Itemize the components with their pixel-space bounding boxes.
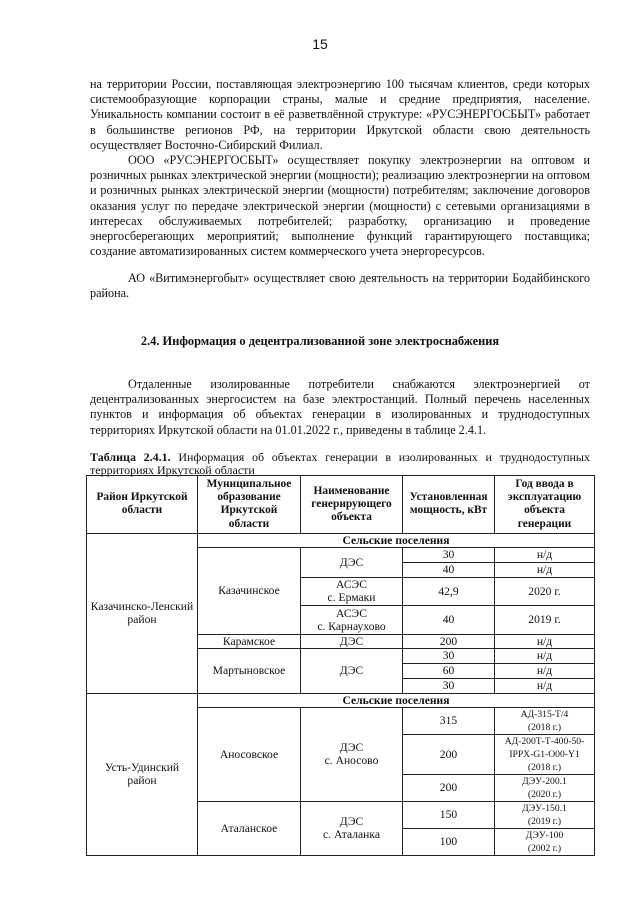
year-cell: 2020 г. bbox=[495, 577, 595, 605]
header-municipality: Муниципальное образование Иркутской области bbox=[198, 476, 301, 534]
paragraph-vitimenergobyt: АО «Витимэнергобыт» осуществляет свою деятельность на территории Бодайбинского района. bbox=[90, 271, 590, 301]
power-cell: 315 bbox=[403, 707, 495, 734]
page-number: 15 bbox=[312, 36, 328, 52]
object-line: АСЭС bbox=[336, 606, 367, 620]
year-line: (2018 г.) bbox=[527, 721, 562, 733]
year-cell bbox=[495, 828, 595, 855]
municipality-cell: Аталанское bbox=[198, 801, 301, 855]
subheader-cell: Сельские поселения bbox=[198, 693, 595, 707]
section-paragraph: Отдаленные изолированные потребители снабжаются электроэнергией от децентрализованных энергосистем на базе электростанций. Полный перечень населенных пунктов и информация об объектах генерации в изолированных и труднодоступных территориях Иркутской области на 01.01.2022 г., приведены в таблице 2.4.1. bbox=[90, 377, 590, 437]
power-cell: 200 bbox=[403, 734, 495, 774]
year-line: ДЭУ-150.1 bbox=[522, 802, 567, 814]
power-cell: 40 bbox=[403, 562, 495, 577]
object-cell: ДЭС bbox=[301, 634, 403, 648]
district-cell: Казачинско-Ленский район bbox=[87, 533, 198, 693]
power-cell: 30 bbox=[403, 547, 495, 562]
year-cell: н/д bbox=[495, 547, 595, 562]
table-caption-label: Таблица 2.4.1. bbox=[90, 450, 171, 464]
subheader-cell: Сельские поселения bbox=[198, 533, 595, 547]
power-cell: 42,9 bbox=[403, 577, 495, 605]
object-line: с. Ермаки bbox=[327, 591, 376, 605]
municipality-cell: Аносовское bbox=[198, 707, 301, 801]
table-header-row bbox=[87, 476, 595, 534]
object-line: АСЭС bbox=[336, 578, 367, 592]
year-cell: н/д bbox=[495, 648, 595, 663]
table-caption-text: Информация об объектах генерации в изолированных и труднодоступных территориях Иркутской области bbox=[90, 450, 590, 477]
section-heading: 2.4. Информация о децентрализованной зоне электроснабжения bbox=[140, 334, 500, 348]
object-line: с. Аносово bbox=[324, 754, 379, 768]
header-year: Год ввода в эксплуатацию объекта генерации bbox=[495, 476, 595, 534]
object-cell bbox=[301, 577, 403, 605]
paragraph-rusenergosbyt-activities: ООО «РУСЭНЕРГОСБЫТ» осуществляет покупку электроэнергии на оптовом и розничных рынках электрической энергии (мощности); реализацию электроэнергии на оптовом и розничных рынках электрической энергии (мощности) потребителям; заключение договоров оказания услуг по передаче электрической энергии (мощности) с сетевыми организациями в интересах обслуживаемых потребителей; разработку, организацию и проведение энергосберегающих мероприятий; выполнение функций гарантирующего поставщика; создание автоматизированных систем коммерческого учета энергоресурсов. bbox=[90, 153, 590, 259]
table-row bbox=[87, 533, 595, 547]
object-line: с. Карнаухово bbox=[317, 619, 386, 633]
year-line: (2018 г.) bbox=[527, 761, 562, 773]
header-power: Установленная мощность, кВт bbox=[403, 476, 495, 534]
object-cell: ДЭС bbox=[301, 648, 403, 693]
year-line: ДЭУ-200.1 bbox=[522, 775, 567, 787]
year-cell: 2019 г. bbox=[495, 605, 595, 634]
year-cell: н/д bbox=[495, 663, 595, 678]
object-cell bbox=[301, 707, 403, 801]
power-cell: 30 bbox=[403, 648, 495, 663]
year-cell bbox=[495, 707, 595, 734]
header-district: Район Иркутской области bbox=[87, 476, 198, 534]
header-object-name: Наименование генерирующего объекта bbox=[301, 476, 403, 534]
year-line: (2020 г.) bbox=[527, 788, 562, 800]
year-cell: н/д bbox=[495, 562, 595, 577]
generation-table bbox=[86, 475, 595, 856]
power-cell: 60 bbox=[403, 663, 495, 678]
year-line: IPPX-G1-O00-Y1 bbox=[509, 748, 580, 760]
municipality-cell: Мартыновское bbox=[198, 648, 301, 693]
year-line: АД-200Т-Т-400-50- bbox=[504, 735, 585, 747]
power-cell: 40 bbox=[403, 605, 495, 634]
year-cell bbox=[495, 774, 595, 801]
object-cell: ДЭС bbox=[301, 547, 403, 577]
object-line: с. Аталанка bbox=[323, 828, 380, 842]
table-row bbox=[87, 693, 595, 707]
power-cell: 200 bbox=[403, 774, 495, 801]
power-cell: 100 bbox=[403, 828, 495, 855]
year-line: (2002 г.) bbox=[527, 842, 562, 854]
year-line: ДЭУ-100 bbox=[525, 829, 564, 841]
year-cell: н/д bbox=[495, 678, 595, 693]
paragraph-rusenergosbyt-intro: на территории России, поставляющая электроэнергию 100 тысячам клиентов, среди которых системообразующие корпорации страны, малые и средние предприятия, население. Уникальность компании состоит в её разветвлённой структуре: «РУСЭНЕРГОСБЫТ» работает в большинстве регионов РФ, на территории Иркутской области свою деятельность осуществляет Восточно-Сибирский Филиал. bbox=[90, 77, 590, 152]
municipality-cell: Казачинское bbox=[198, 547, 301, 634]
power-cell: 150 bbox=[403, 801, 495, 828]
year-cell: н/д bbox=[495, 634, 595, 648]
object-cell bbox=[301, 605, 403, 634]
year-cell bbox=[495, 734, 595, 774]
object-cell bbox=[301, 801, 403, 855]
object-line: ДЭС bbox=[339, 815, 364, 829]
object-line: ДЭС bbox=[339, 741, 364, 755]
power-cell: 30 bbox=[403, 678, 495, 693]
year-line: (2019 г.) bbox=[527, 815, 562, 827]
year-cell bbox=[495, 801, 595, 828]
district-cell: Усть-Удинский район bbox=[87, 693, 198, 855]
table-caption bbox=[90, 451, 590, 476]
power-cell: 200 bbox=[403, 634, 495, 648]
municipality-cell: Карамское bbox=[198, 634, 301, 648]
year-line: АД-315-Т/4 bbox=[520, 708, 569, 720]
